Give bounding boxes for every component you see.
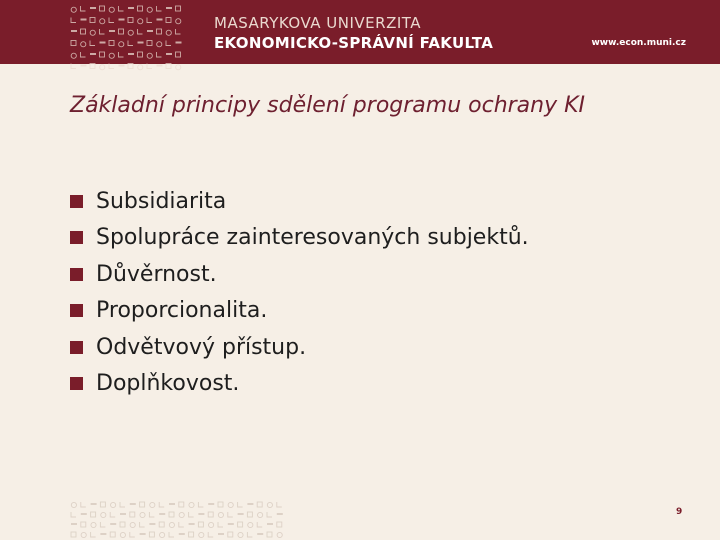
pattern-glyph	[150, 502, 155, 507]
pattern-glyph	[81, 29, 86, 34]
pattern-glyph	[149, 523, 155, 525]
faculty-url[interactable]: www.econ.muni.cz	[591, 38, 686, 48]
pattern-glyph	[277, 522, 282, 527]
pattern-glyph	[176, 42, 182, 44]
pattern-glyph	[101, 512, 106, 517]
pattern-glyph	[90, 64, 95, 69]
pattern-glyph	[277, 513, 283, 515]
pattern-glyph	[147, 18, 152, 23]
pattern-glyph	[248, 522, 253, 527]
pattern-glyph	[110, 532, 115, 537]
pattern-glyph	[157, 65, 163, 67]
pattern-glyph	[247, 532, 252, 537]
pattern-glyph	[71, 512, 76, 517]
pattern-glyph	[166, 18, 171, 23]
pattern-glyph	[159, 522, 164, 527]
pattern-glyph	[138, 42, 144, 44]
pattern-glyph	[218, 522, 223, 527]
square-bullet-icon	[70, 195, 83, 208]
pattern-glyph	[90, 53, 96, 55]
pattern-glyph	[189, 502, 194, 507]
pattern-glyph	[267, 512, 272, 517]
bullet-list	[70, 183, 529, 402]
pattern-glyph	[198, 513, 204, 515]
pattern-glyph	[166, 30, 171, 35]
pattern-glyph	[147, 53, 152, 58]
pattern-glyph	[128, 18, 133, 23]
pattern-glyph	[109, 53, 114, 58]
pattern-glyph	[176, 65, 181, 70]
pattern-glyph	[81, 52, 86, 57]
pattern-glyph	[157, 42, 162, 47]
pattern-glyph	[169, 503, 175, 505]
pattern-glyph	[90, 7, 96, 9]
square-bullet-icon	[70, 377, 83, 390]
list-item	[70, 293, 529, 330]
pattern-glyph	[277, 532, 282, 537]
pattern-glyph	[209, 522, 214, 527]
pattern-glyph	[128, 64, 133, 69]
pattern-glyph	[100, 533, 106, 535]
list-item	[70, 183, 529, 220]
pattern-glyph	[199, 532, 204, 537]
pattern-glyph	[267, 502, 272, 507]
pattern-glyph	[138, 29, 143, 34]
pattern-glyph	[109, 41, 114, 46]
pattern-glyph	[147, 41, 152, 46]
pattern-glyph	[119, 29, 124, 34]
pattern-glyph	[258, 512, 263, 517]
pattern-glyph	[169, 512, 174, 517]
pattern-glyph	[238, 522, 243, 527]
pattern-glyph	[81, 42, 86, 47]
pattern-glyph	[109, 30, 115, 32]
pattern-glyph	[179, 533, 185, 535]
pattern-glyph	[189, 532, 194, 537]
pattern-glyph	[81, 502, 86, 507]
pattern-glyph	[71, 30, 77, 32]
list-item	[70, 329, 529, 366]
pattern-glyph	[267, 523, 273, 525]
pattern-glyph	[109, 64, 114, 69]
pattern-glyph	[130, 503, 136, 505]
pattern-glyph	[277, 502, 282, 507]
square-bullet-icon	[70, 268, 83, 281]
pattern-glyph	[149, 512, 154, 517]
pattern-glyph	[257, 533, 263, 535]
pattern-glyph	[128, 7, 134, 9]
pattern-glyph	[140, 533, 146, 535]
pattern-glyph	[238, 513, 244, 515]
bullet-text: Doplňkovost.	[96, 371, 240, 397]
pattern-glyph	[91, 532, 96, 537]
pattern-glyph	[176, 29, 181, 34]
pattern-glyph	[100, 502, 105, 507]
university-name: MASARYKOVA UNIVERZITA	[214, 14, 422, 32]
pattern-glyph	[247, 503, 253, 505]
pattern-glyph	[238, 532, 243, 537]
pattern-glyph	[109, 18, 114, 23]
pattern-glyph	[140, 512, 145, 517]
page-number: 9	[676, 507, 683, 517]
pattern-glyph	[71, 18, 76, 23]
list-item	[70, 366, 529, 403]
pattern-glyph	[169, 522, 174, 527]
pattern-glyph	[138, 65, 143, 70]
pattern-glyph	[166, 7, 172, 9]
square-bullet-icon	[70, 304, 83, 317]
pattern-glyph	[176, 6, 181, 11]
pattern-glyph	[120, 502, 125, 507]
pattern-glyph	[157, 19, 163, 21]
pattern-glyph	[71, 532, 76, 537]
pattern-glyph	[71, 7, 76, 12]
pattern-glyph	[179, 502, 184, 507]
pattern-glyph	[208, 532, 213, 537]
faculty-name: EKONOMICKO-SPRÁVNÍ FAKULTA	[214, 34, 494, 52]
list-item	[70, 256, 529, 293]
pattern-glyph	[100, 52, 105, 57]
pattern-glyph	[81, 532, 86, 537]
pattern-glyph	[109, 7, 114, 12]
pattern-glyph	[179, 512, 184, 517]
bullet-text: Důvěrnost.	[96, 261, 217, 287]
pattern-glyph	[157, 52, 162, 57]
pattern-glyph	[198, 522, 203, 527]
pattern-glyph	[100, 42, 106, 44]
footer-decorative-pattern	[70, 500, 290, 540]
pattern-glyph	[91, 522, 96, 527]
pattern-glyph	[128, 41, 133, 46]
pattern-glyph	[91, 503, 97, 505]
pattern-glyph	[119, 65, 125, 67]
pattern-glyph	[157, 6, 162, 11]
pattern-glyph	[119, 42, 124, 47]
pattern-glyph	[208, 512, 213, 517]
pattern-glyph	[71, 502, 76, 507]
pattern-glyph	[138, 6, 143, 11]
bullet-text: Subsidiarita	[96, 188, 227, 214]
pattern-glyph	[189, 523, 195, 525]
pattern-glyph	[247, 512, 252, 517]
pattern-glyph	[119, 52, 124, 57]
pattern-glyph	[81, 6, 86, 11]
pattern-glyph	[120, 513, 126, 515]
bullet-text: Odvětvový přístup.	[96, 334, 307, 360]
pattern-glyph	[147, 7, 152, 12]
pattern-glyph	[130, 532, 135, 537]
pattern-glyph	[111, 502, 116, 507]
pattern-glyph	[166, 64, 171, 69]
pattern-glyph	[176, 52, 181, 57]
pattern-glyph	[100, 6, 105, 11]
pattern-glyph	[119, 6, 124, 11]
pattern-glyph	[120, 522, 125, 527]
pattern-glyph	[228, 512, 233, 517]
pattern-glyph	[157, 29, 162, 34]
pattern-glyph	[110, 512, 115, 517]
pattern-glyph	[81, 513, 87, 515]
pattern-glyph	[71, 523, 77, 525]
pattern-glyph	[267, 532, 272, 537]
pattern-glyph	[130, 512, 135, 517]
pattern-glyph	[140, 502, 145, 507]
bullet-text: Proporcionalita.	[96, 298, 268, 324]
pattern-glyph	[198, 502, 203, 507]
pattern-glyph	[138, 19, 143, 24]
pattern-glyph	[128, 53, 134, 55]
pattern-glyph	[257, 522, 262, 527]
pattern-glyph	[238, 502, 243, 507]
pattern-glyph	[138, 52, 143, 57]
pattern-glyph	[228, 532, 233, 537]
pattern-glyph	[128, 30, 133, 35]
pattern-glyph	[149, 532, 154, 537]
pattern-glyph	[208, 503, 214, 505]
header-bar	[0, 0, 720, 64]
pattern-glyph	[81, 19, 87, 21]
pattern-glyph	[160, 532, 165, 537]
square-bullet-icon	[70, 341, 83, 354]
pattern-glyph	[189, 512, 194, 517]
university-logo-pattern	[70, 4, 185, 76]
pattern-glyph	[147, 64, 152, 69]
pattern-glyph	[90, 30, 95, 35]
pattern-glyph	[71, 53, 76, 58]
pattern-glyph	[218, 502, 223, 507]
pattern-glyph	[179, 522, 184, 527]
pattern-glyph	[90, 18, 95, 23]
square-bullet-icon	[70, 231, 83, 244]
pattern-glyph	[257, 502, 262, 507]
pattern-glyph	[100, 522, 105, 527]
pattern-glyph	[110, 523, 116, 525]
list-item	[70, 220, 529, 257]
pattern-glyph	[71, 41, 76, 46]
slide-title: Základní principy sdělení programu ochrany KI	[70, 93, 586, 118]
pattern-glyph	[81, 522, 86, 527]
pattern-glyph	[91, 512, 96, 517]
pattern-glyph	[159, 502, 164, 507]
pattern-glyph	[140, 522, 145, 527]
pattern-glyph	[119, 19, 125, 21]
pattern-glyph	[81, 65, 87, 67]
pattern-glyph	[130, 522, 135, 527]
pattern-glyph	[166, 41, 171, 46]
pattern-glyph	[218, 512, 223, 517]
pattern-glyph	[218, 533, 224, 535]
pattern-glyph	[120, 532, 125, 537]
pattern-glyph	[100, 29, 105, 34]
pattern-glyph	[228, 502, 233, 507]
pattern-glyph	[159, 513, 165, 515]
pattern-glyph	[166, 53, 172, 55]
pattern-glyph	[228, 523, 234, 525]
pattern-glyph	[147, 30, 153, 32]
pattern-glyph	[71, 64, 76, 69]
pattern-glyph	[176, 19, 181, 24]
pattern-glyph	[100, 19, 105, 24]
pattern-glyph	[100, 65, 105, 70]
bullet-text: Spolupráce zainteresovaných subjektů.	[96, 225, 529, 251]
pattern-glyph	[169, 532, 174, 537]
pattern-glyph	[90, 41, 95, 46]
